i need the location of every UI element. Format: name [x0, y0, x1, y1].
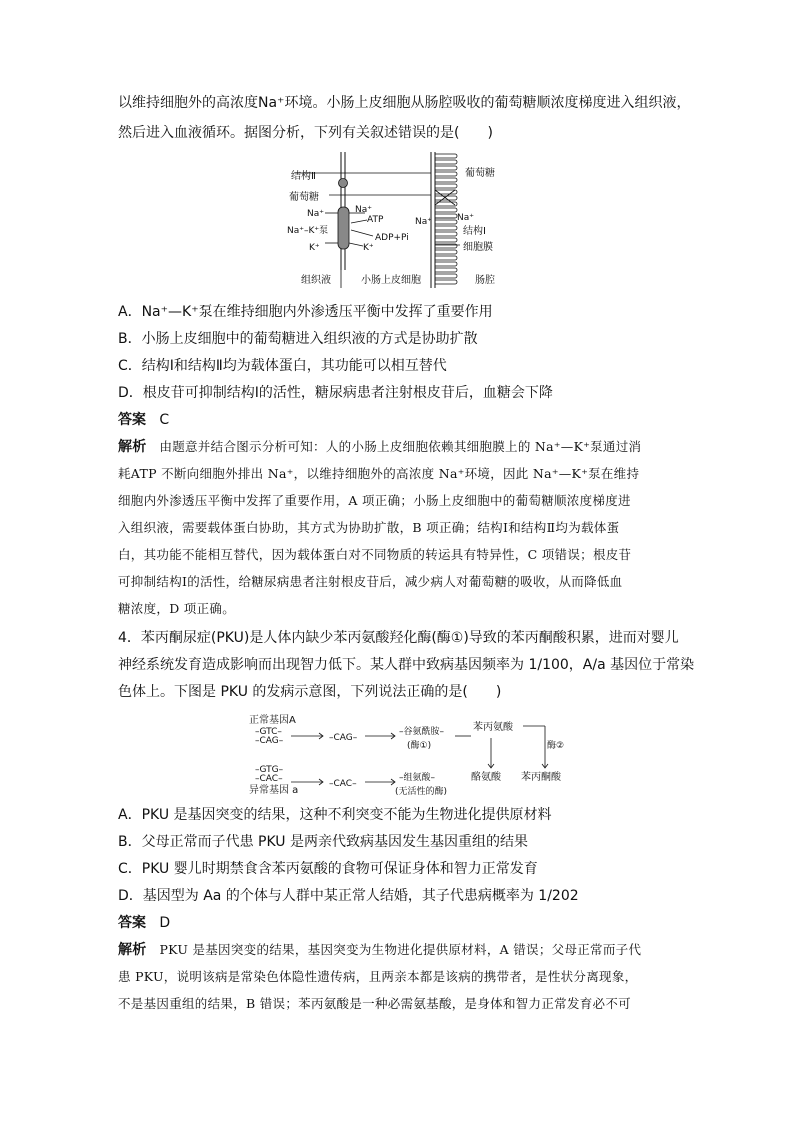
q4-analysis-label: 解析 — [118, 942, 147, 958]
adp-label: ADP+Pi — [375, 233, 409, 243]
inactive-enzyme-label: (无活性的酶) — [395, 787, 448, 797]
tyr-label: 酪氨酸 — [471, 772, 501, 783]
mrna-top-label: –CAG– — [329, 733, 358, 743]
microvillus — [435, 262, 457, 266]
glucose-right-label: 葡萄糖 — [465, 168, 495, 179]
q3-intro-line2: 然后进入血液循环。据图分析，下列有关叙述错误的是( ) — [118, 125, 493, 141]
na-k-pump — [338, 207, 349, 249]
microvillus — [435, 250, 457, 254]
microvillus — [435, 256, 457, 260]
membrane-label: 细胞膜 — [463, 242, 493, 253]
region-left-label: 组织液 — [301, 275, 331, 286]
phe-label: 苯丙氨酸 — [473, 722, 513, 733]
struct2-label: 结构Ⅱ — [291, 171, 316, 182]
region-mid-label: 小肠上皮细胞 — [361, 275, 421, 286]
q4-answer-value: D — [159, 915, 171, 931]
na-lumen1-label: Na⁺ — [415, 217, 432, 227]
structure-2-carrier — [339, 179, 348, 188]
na-lumen2-label: Na⁺ — [457, 213, 474, 223]
q3-analysis-line3: 细胞内外渗透压平衡中发挥了重要作用，A 项正确；小肠上皮细胞中的葡萄糖顺浓度梯度进 — [118, 493, 631, 508]
q4-answer-label: 答案 — [118, 915, 146, 931]
q4-stem-line1: 4．苯丙酮尿症(PKU)是人体内缺少苯丙氨酸羟化酶(酶①)导致的苯丙酮酸积累，进而对婴儿 — [118, 630, 679, 646]
q3-option-d: D．根皮苷可抑制结构Ⅰ的活性，糖尿病患者注射根皮苷后，血糖会下降 — [118, 385, 553, 401]
mrna-bot-label: –CAC– — [329, 779, 357, 789]
microvillus — [435, 220, 457, 224]
abnormal-gene-label: 异常基因 a — [249, 785, 299, 796]
pku-diagram — [245, 712, 565, 800]
atp-label: ATP — [367, 215, 384, 225]
microvillus — [435, 208, 457, 212]
microvillus — [435, 268, 457, 272]
q3-analysis-line5: 白，其功能不能相互替代，因为载体蛋白对不同物质的转运具有特异性，C 项错误；根皮苷 — [118, 547, 632, 562]
q3-option-c: C．结构Ⅰ和结构Ⅱ均为载体蛋白，其功能可以相互替代 — [118, 358, 447, 374]
microvillus — [435, 178, 457, 182]
ppa-label: 苯丙酮酸 — [521, 772, 561, 783]
dna-top-strand1: –GTC– — [255, 727, 282, 737]
microvillus — [435, 154, 457, 158]
microvillus — [435, 160, 457, 164]
na-left-label: Na⁺ — [307, 209, 324, 219]
q4-option-c: C．PKU 婴儿时期禁食含苯丙氨酸的食物可保证身体和智力正常发育 — [118, 861, 538, 877]
q3-analysis-line2: 耗ATP 不断向细胞外排出 Na⁺，以维持细胞外的高浓度 Na⁺环境，因此 Na⁺—K⁺泵在维持 — [118, 466, 640, 481]
q3-analysis-label: 解析 — [118, 439, 147, 455]
struct1-label: 结构Ⅰ — [463, 226, 486, 237]
q4-analysis-text-1: PKU 是基因突变的结果，基因突变为生物进化提供原材料，A 错误；父母正常而子代 — [159, 942, 642, 957]
k-left-label: K⁺ — [309, 243, 320, 253]
dna-bot-strand2: –CAC– — [255, 774, 283, 784]
microvilli-fingers — [435, 154, 457, 284]
microvillus — [435, 214, 457, 218]
q3-answer-label: 答案 — [118, 412, 146, 428]
q3-answer — [118, 410, 169, 430]
q3-answer-value: C — [159, 412, 170, 428]
na-k-pump-label: Na⁺–K⁺泵 — [287, 226, 329, 236]
q4-option-a: A．PKU 是基因突变的结果，这种不利突变不能为生物进化提供原材料 — [118, 807, 552, 823]
q4-stem-line3: 色体上。下图是 PKU 的发病示意图，下列说法正确的是( ) — [118, 684, 502, 700]
enzyme-bot-label: –组氨酸– — [399, 773, 436, 783]
microvillus — [435, 166, 457, 170]
enzyme-top-label: –谷氨酰胺– — [399, 727, 445, 737]
q4-option-d: D．基因型为 Aa 的个体与人群中某正常人结婚，其子代患病概率为 1/202 — [118, 888, 579, 904]
microvillus — [435, 226, 457, 230]
q3-analysis-line6: 可抑制结构Ⅰ的活性，给糖尿病患者注射根皮苷后，减少病人对葡萄糖的吸收，从而降低血 — [118, 574, 623, 589]
microvillus — [435, 184, 457, 188]
dna-bot-strand1: –GTG– — [255, 765, 284, 775]
dna-top-strand2: –CAG– — [255, 736, 284, 746]
k-in-label: K⁺ — [363, 243, 374, 253]
q4-answer — [118, 913, 170, 933]
q3-option-b: B．小肠上皮细胞中的葡萄糖进入组织液的方式是协助扩散 — [118, 331, 478, 347]
q3-analysis-line7: 糖浓度，D 项正确。 — [118, 601, 235, 616]
q4-stem-line2: 神经系统发育造成影响而出现智力低下。某人群中致病基因频率为 1/100，A/a 基因位于常染 — [118, 657, 695, 673]
microvillus — [435, 274, 457, 278]
microvillus — [435, 280, 457, 284]
q3-option-a: A．Na⁺—K⁺泵在维持细胞内外渗透压平衡中发挥了重要作用 — [118, 304, 493, 320]
q4-analysis-line3: 不是基因重组的结果，B 错误；苯丙氨酸是一种必需氨基酸，是身体和智力正常发育必不可 — [118, 996, 631, 1011]
q3-intro-line1: 以维持细胞外的高浓度Na⁺环境。小肠上皮细胞从肠腔吸收的葡萄糖顺浓度梯度进入组织液， — [118, 95, 691, 111]
region-right-label: 肠腔 — [475, 275, 495, 286]
enzyme1-label: (酶①) — [407, 741, 432, 751]
na-in-label: Na⁺ — [355, 205, 372, 215]
q4-analysis-line1 — [118, 940, 641, 960]
glucose-left-label: 葡萄糖 — [289, 192, 319, 203]
q3-analysis-text-1: 由题意并结合图示分析可知：人的小肠上皮细胞依赖其细胞膜上的 Na⁺—K⁺泵通过消 — [159, 439, 642, 454]
microvillus — [435, 172, 457, 176]
microvillus — [435, 232, 457, 236]
microvillus — [435, 238, 457, 242]
enzyme2-label: 酶② — [547, 741, 565, 751]
normal-gene-label: 正常基因A — [249, 715, 296, 726]
q4-analysis-line2: 患 PKU，说明该病是常染色体隐性遗传病，且两亲本都是该病的携带者，是性状分离现象， — [118, 969, 638, 984]
q4-option-b: B．父母正常而子代患 PKU 是两亲代致病基因发生基因重组的结果 — [118, 834, 528, 850]
transport-diagram — [285, 150, 525, 295]
q3-analysis-line4: 入组织液，需要载体蛋白协助，其方式为协助扩散，B 项正确；结构Ⅰ和结构Ⅱ均为载体蛋 — [118, 520, 620, 535]
q3-analysis-line1 — [118, 437, 641, 457]
